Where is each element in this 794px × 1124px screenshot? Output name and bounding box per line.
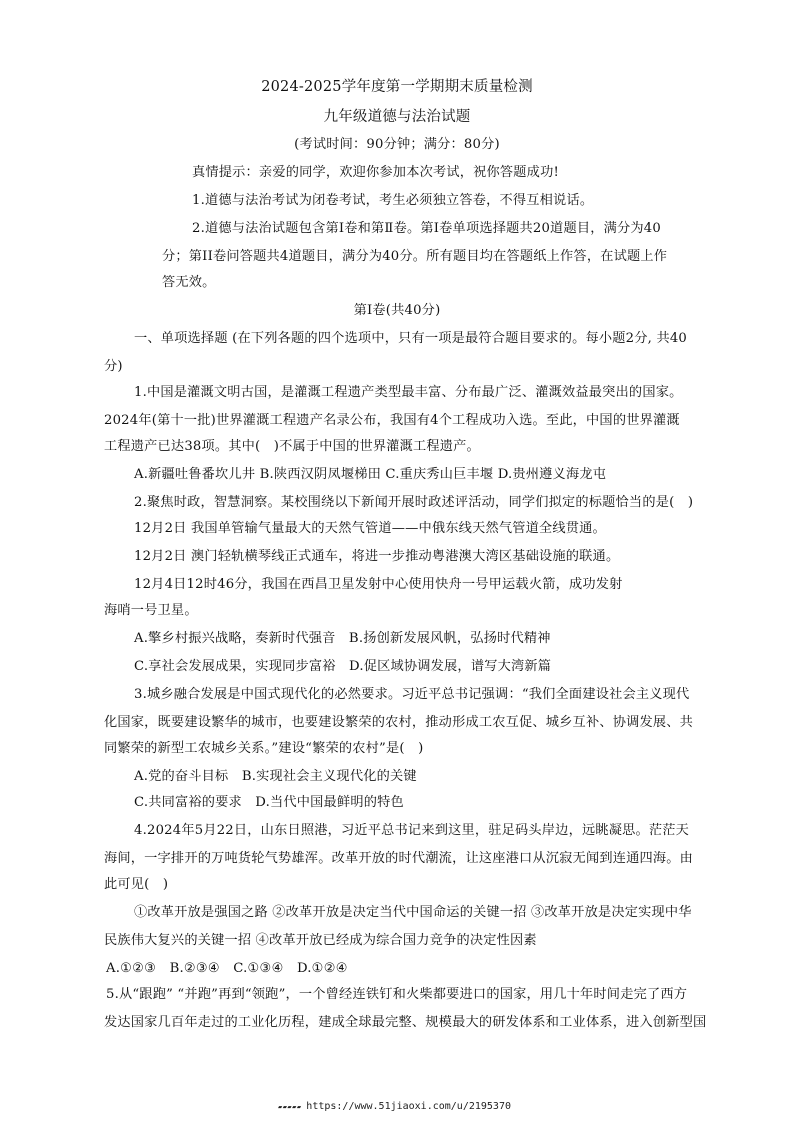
section-title: 第Ⅰ卷(共40分) <box>353 303 441 318</box>
question-4-line-2: 海间，一字排开的万吨货轮气势雄浑。改革开放的时代潮流，让这座港口从沉寂无闻到连通四海。由 <box>104 851 694 866</box>
watermark-mark: ▰▰▰▰▰ <box>278 1103 307 1111</box>
question-4-line-1: 4.2024年5月22日，山东日照港，习近平总书记来到这里，驻足码头岸边，远眺凝思。茫茫天 <box>134 823 690 838</box>
exam-info: (考试时间：90分钟；满分：80分) <box>294 137 500 152</box>
section-intro-line-1: 一、单项选择题 (在下列各题的四个选项中，只有一项是最符合题目要求的。每小题2分, 共40 <box>134 331 688 346</box>
exam-title: 2024-2025学年度第一学期期末质量检测 <box>261 79 533 95</box>
notice-item-2-line-3: 答无效。 <box>162 275 216 290</box>
question-2-stem: 2.聚焦时政，智慧洞察。某校围绕以下新闻开展时政述评活动，同学们拟定的标题恰当的是( ) <box>134 495 694 510</box>
question-4-options: A.①②③ B.②③④ C.①③④ D.①②④ <box>106 961 348 976</box>
question-1-line-2: 2024年(第十一批)世界灌溉工程遗产名录公布，我国有4个工程成功入选。至此，中国的世界灌溉 <box>104 413 680 428</box>
question-1-line-1: 1.中国是灌溉文明古国，是灌溉工程遗产类型最丰富、分布最广泛、灌溉效益最突出的国家。 <box>134 385 683 400</box>
question-3-line-3: 同繁荣的新型工农城乡关系。”建设“繁荣的农村”是( ) <box>104 741 424 756</box>
notice-item-1: 1.道德与法治考试为闭卷考试，考生必须独立答卷，不得互相说话。 <box>192 193 594 208</box>
section-intro-line-2: 分) <box>104 359 123 374</box>
question-2-news-1: 12月2日 我国单管输气量最大的天然气管道——中俄东线天然气管道全线贯通。 <box>134 521 606 536</box>
question-2-news-3-line-1: 12月4日12时46分，我国在西昌卫星发射中心使用快舟一号甲运载火箭，成功发射 <box>134 577 623 592</box>
question-2-news-2: 12月2日 澳门轻轨横琴线正式通车，将进一步推动粤港澳大湾区基础设施的联通。 <box>134 549 620 564</box>
question-1-options: A.新疆吐鲁番坎儿井 B.陕西汉阴凤堰梯田 C.重庆秀山巨丰堰 D.贵州遵义海龙屯 <box>134 467 607 482</box>
question-5-line-2: 发达国家几百年走过的工业化历程，建成全球最完整、规模最大的研发体系和工业体系，进入创新型国 <box>104 1015 707 1030</box>
notice-item-2-line-2: 分；第II卷问答题共4道题目，满分为40分。所有题目均在答题纸上作答，在试题上作 <box>162 249 668 264</box>
footer-url[interactable]: https://www.51jiaoxi.com/u/2195370 <box>306 1101 511 1112</box>
question-2-news-3-line-2: 海哨一号卫星。 <box>104 603 198 618</box>
exam-subtitle: 九年级道德与法治试题 <box>323 109 471 125</box>
question-4-statements-line-1: ①改革开放是强国之路 ②改革开放是决定当代中国命运的关键一招 ③改革开放是决定实现中华 <box>134 905 692 920</box>
question-2-options-row-2: C.享社会发展成果，实现同步富裕 D.促区域协调发展，谱写大湾新篇 <box>134 659 552 674</box>
question-5-line-1: 5.从“跟跑” “并跑”再到“领跑”，一个曾经连铁钉和火柴都要进口的国家，用几十年时间走完了西方 <box>106 987 688 1002</box>
question-3-line-2: 化国家，既要建设繁华的城市，也要建设繁荣的农村，推动形成工农互促、城乡互补、协调发展、共 <box>104 715 694 730</box>
notice-greeting: 真情提示：亲爱的同学，欢迎你参加本次考试，祝你答题成功! <box>192 165 559 180</box>
question-1-line-3: 工程遗产已达38项。其中( )不属于中国的世界灌溉工程遗产。 <box>104 439 480 454</box>
footer-watermark <box>278 1102 511 1112</box>
question-4-line-3: 此可见( ) <box>104 877 169 892</box>
notice-item-2-line-1: 2.道德与法治试题包含第Ⅰ卷和第Ⅱ卷。第Ⅰ卷单项选择题共20道题目，满分为40 <box>192 221 661 236</box>
question-3-options-row-1: A.党的奋斗目标 B.实现社会主义现代化的关键 <box>134 769 417 784</box>
question-2-options-row-1: A.擎乡村振兴战略，奏新时代强音 B.扬创新发展风帆，弘扬时代精神 <box>134 631 551 646</box>
question-3-options-row-2: C.共同富裕的要求 D.当代中国最鲜明的特色 <box>134 795 404 810</box>
question-4-statements-line-2: 民族伟大复兴的关键一招 ④改革开放已经成为综合国力竞争的决定性因素 <box>104 933 537 948</box>
question-3-line-1: 3.城乡融合发展是中国式现代化的必然要求。习近平总书记强调：“我们全面建设社会主义现代 <box>134 687 690 702</box>
